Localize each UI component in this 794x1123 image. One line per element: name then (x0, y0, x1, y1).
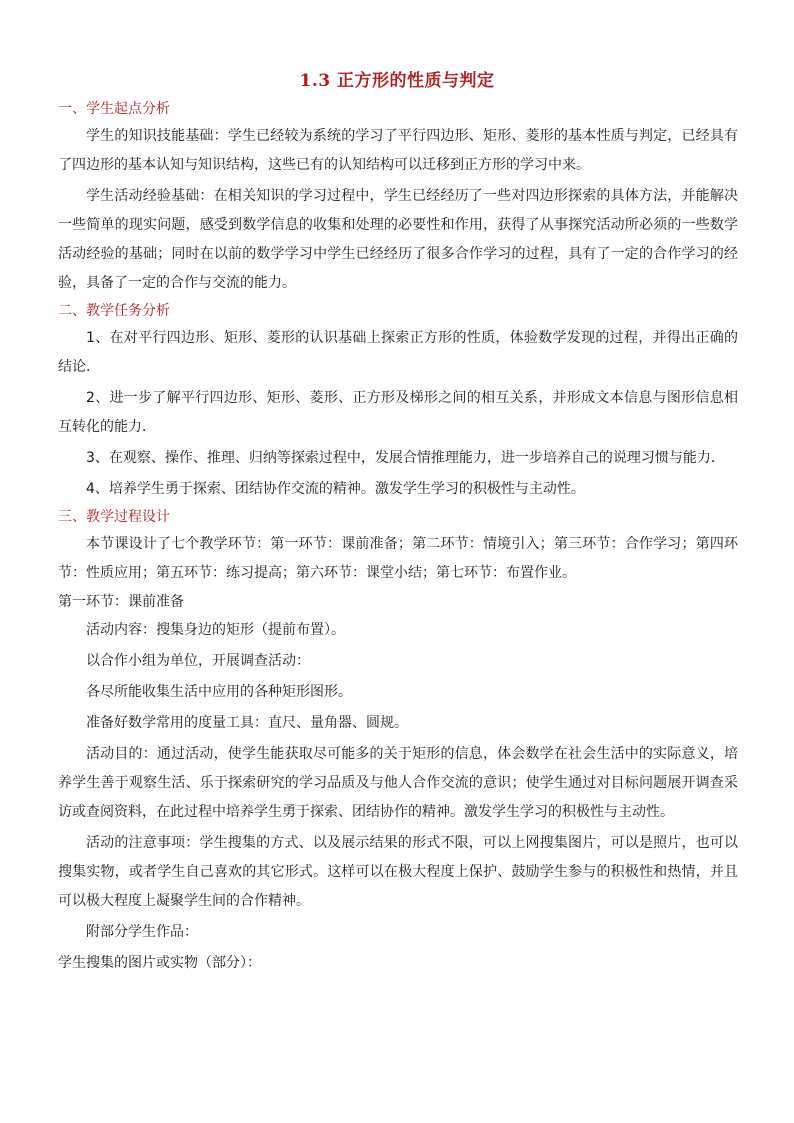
task-item-2: 2、进一步了解平行四边形、矩形、菱形、正方形及梯形之间的相互关系，并形成文本信息与图形信息相互转化的能力． (58, 390, 738, 435)
subheading-first-stage: 第一环节：课前准备 (58, 594, 184, 610)
attachment-line: 附部分学生作品： (86, 924, 198, 940)
paragraph-process-intro: 本节课设计了七个教学环节：第一环节：课前准备；第二环节：情境引入；第三环节：合作学习；第四环节：性质应用；第五环节：练习提高；第六环节：课堂小结；第七环节：布置作业。 (58, 536, 738, 581)
task-item-4: 4、培养学生勇于探索、团结协作交流的精神。激发学生学习的积极性与主动性。 (86, 481, 585, 497)
activity-collect-line: 各尽所能收集生活中应用的各种矩形图形。 (86, 684, 352, 700)
document-body (58, 98, 738, 978)
activity-tools-line: 准备好数学常用的度量工具：直尺、量角器、圆规。 (86, 715, 408, 731)
document-title: 1.3 正方形的性质与判定 (299, 71, 495, 91)
activity-content-line: 活动内容：搜集身边的矩形（提前布置）。 (86, 622, 345, 638)
section-heading-task-analysis: 二、教学任务分析 (58, 303, 170, 319)
paragraph-activity-experience: 学生活动经验基础：在相关知识的学习过程中，学生已经经历了一些对四边形探索的具体方法，并能解决一些简单的现实问题，感受到数学信息的收集和处理的必要性和作用，获得了从事探究活动所必须的一些数学活动经验的基础；同时在以前的数学学习中学生已经经历了很多合作学习的过程，具有了一定的合作学习的经验，具备了一定的合作与交流的能力。 (58, 188, 738, 291)
paragraph-activity-notes: 活动的注意事项：学生搜集的方式、以及展示结果的形式不限，可以上网搜集图片，可以是照片，也可以搜集实物，或者学生自己喜欢的其它形式。这样可以在极大程度上保护、鼓励学生参与的积极性和热情，并且可以极大程度上凝聚学生间的合作精神。 (58, 835, 738, 909)
collected-items-line: 学生搜集的图片或实物（部分）： (58, 955, 261, 971)
task-item-3: 3、在观察、操作、推理、归纳等探索过程中，发展合情推理能力，进一步培养自己的说理习惯与能力． (86, 450, 725, 466)
task-item-1: 1、在对平行四边形、矩形、菱形的认识基础上探索正方形的性质，体验数学发现的过程，并得出正确的结论． (58, 330, 738, 375)
section-heading-process-design: 三、教学过程设计 (58, 509, 170, 525)
activity-group-line: 以合作小组为单位，开展调查活动： (86, 653, 310, 669)
section-heading-student-analysis: 一、学生起点分析 (58, 101, 170, 117)
paragraph-knowledge-basis: 学生的知识技能基础：学生已经较为系统的学习了平行四边形、矩形、菱形的基本性质与判定，已经具有了四边形的基本认知与知识结构，这些已有的认知结构可以迁移到正方形的学习中来。 (58, 128, 738, 173)
paragraph-activity-purpose: 活动目的：通过活动，使学生能获取尽可能多的关于矩形的信息，体会数学在社会生活中的实际意义，培养学生善于观察生活、乐于探索研究的学习品质及与他人合作交流的意识；使学生通过对目标问题展开调查采访或查阅资料，在此过程中培养学生勇于探索、团结协作的精神。激发学生学习的积极性与主动性。 (58, 746, 738, 820)
